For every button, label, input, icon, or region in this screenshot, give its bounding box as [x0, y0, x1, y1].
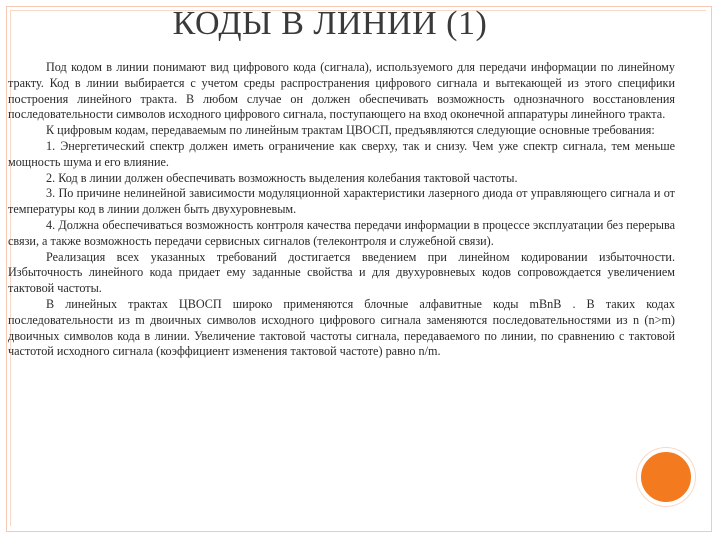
paragraph-block-codes: В линейных трактах ЦВОСП широко применяются блочные алфавитные коды mBnB . В таких кодах последовательности из m двоичных символов исходного цифрового сигнала заменяются последовательностями из n (n>m) двоичных символов кода в линии. Увеличение тактовой частоты сигнала, передаваемого по линии, по сравнению с тактовой частотой исходного сигнала (коэффициент изменения тактовой частоте) равно n/m.: [8, 296, 675, 359]
paragraph-requirements-lead: К цифровым кодам, передаваемым по линейным трактам ЦВОСП, предъявляются следующие основные требования:: [46, 123, 655, 138]
requirement-1: 1. Энергетический спектр должен иметь ограничение как сверху, так и снизу. Чем уже спектр сигнала, тем меньше мощность шума и его влияние.: [8, 138, 675, 169]
orange-circle-decoration: [637, 448, 695, 506]
requirement-3: 3. По причине нелинейной зависимости модуляционной характеристики лазерного диода от управляющего сигнала и от температуры код в линии должен быть двухуровневым.: [8, 186, 675, 217]
paragraph-redundancy: Реализация всех указанных требований достигается введением при линейном кодировании избыточности. Избыточность линейного кода придает ему заданные свойства и для двухуровневых кодов сопровождается увеличением тактовой частоты.: [8, 249, 675, 296]
requirement-4: 4. Должна обеспечиваться возможность контроля качества передачи информации в процессе эксплуатации без перерыва связи, а также возможность передачи сервисных сигналов (телеконтроля и служебной связи).: [8, 217, 675, 248]
slide-body: [8, 60, 675, 360]
requirement-2: 2. Код в линии должен обеспечивать возможность выделения колебания тактовой частоты.: [46, 170, 518, 185]
slide-title: КОДЫ В ЛИНИИ (1): [172, 5, 488, 42]
paragraph-intro: Под кодом в линии понимают вид цифрового кода (сигнала), используемого для передачи информации по линейному тракту. Код в линии выбирается с учетом среды распространения цифрового сигнала и вытекающей из этого специфики построения линейного тракта. В любом случае он должен обеспечивать возможность однозначного восстановления последовательности символов исходного цифрового сигнала, поступающего на вход оконечной аппаратуры линейного тракта.: [8, 60, 675, 122]
